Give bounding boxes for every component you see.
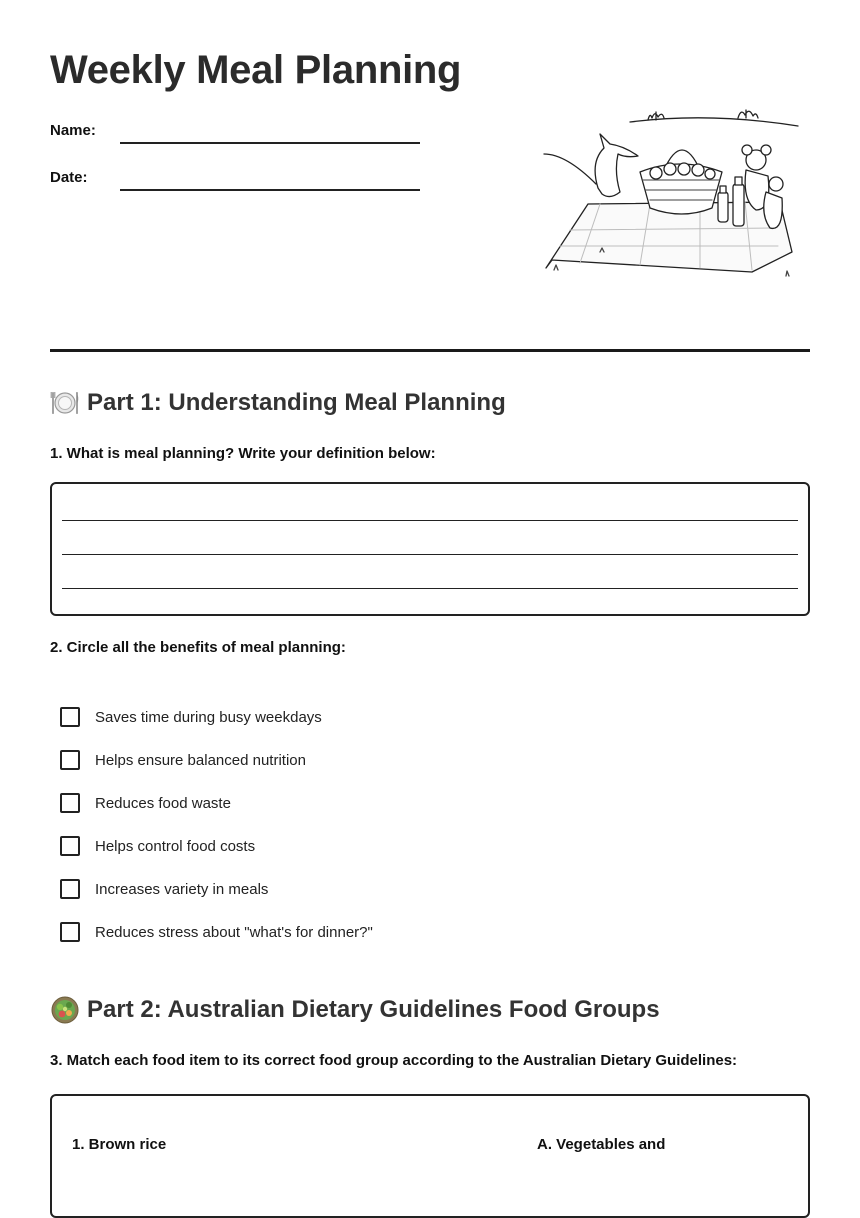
benefit-checkbox[interactable]: [60, 836, 80, 856]
benefit-label: Reduces stress about "what's for dinner?": [95, 923, 373, 941]
question-3: 3. Match each food item to its correct food group according to the Australian Dietary Guidelines:: [50, 1052, 738, 1069]
part2-title: Part 2: Australian Dietary Guidelines Food Groups: [87, 996, 660, 1023]
answer-line: [62, 554, 798, 555]
benefit-option[interactable]: [60, 920, 373, 944]
answer-line: [62, 588, 798, 589]
page-title: Weekly Meal Planning: [50, 48, 462, 92]
definition-answer-box[interactable]: [50, 482, 810, 616]
name-label: Name:: [50, 122, 96, 139]
benefit-label: Increases variety in meals: [95, 880, 269, 898]
plate-cutlery-icon: [50, 388, 80, 418]
part1-heading: [50, 388, 506, 418]
header-divider: [50, 349, 810, 352]
question-2: 2. Circle all the benefits of meal planning:: [50, 639, 346, 656]
benefit-option[interactable]: [60, 705, 322, 729]
name-write-line[interactable]: [120, 142, 420, 144]
benefit-checkbox[interactable]: [60, 707, 80, 727]
date-write-line[interactable]: [120, 189, 420, 191]
food-group-option[interactable]: A. Vegetables and: [537, 1136, 666, 1153]
benefit-checkbox[interactable]: [60, 879, 80, 899]
benefit-option[interactable]: [60, 748, 306, 772]
date-label: Date:: [50, 169, 88, 186]
benefit-label: Saves time during busy weekdays: [95, 708, 322, 726]
benefit-option[interactable]: [60, 877, 268, 901]
food-item[interactable]: 1. Brown rice: [72, 1136, 167, 1153]
part2-heading: [50, 995, 660, 1025]
matching-box: [50, 1094, 810, 1218]
benefit-label: Helps ensure balanced nutrition: [95, 751, 306, 769]
benefit-checkbox[interactable]: [60, 793, 80, 813]
salad-bowl-icon: [50, 995, 80, 1025]
benefit-label: Helps control food costs: [95, 837, 256, 855]
benefit-option[interactable]: [60, 791, 231, 815]
picnic-illustration-icon: [540, 100, 800, 280]
benefit-checkbox[interactable]: [60, 750, 80, 770]
benefit-label: Reduces food waste: [95, 794, 231, 812]
part1-title: Part 1: Understanding Meal Planning: [87, 389, 506, 416]
question-1: 1. What is meal planning? Write your definition below:: [50, 445, 436, 462]
answer-line: [62, 520, 798, 521]
benefit-option[interactable]: [60, 834, 255, 858]
benefit-checkbox[interactable]: [60, 922, 80, 942]
